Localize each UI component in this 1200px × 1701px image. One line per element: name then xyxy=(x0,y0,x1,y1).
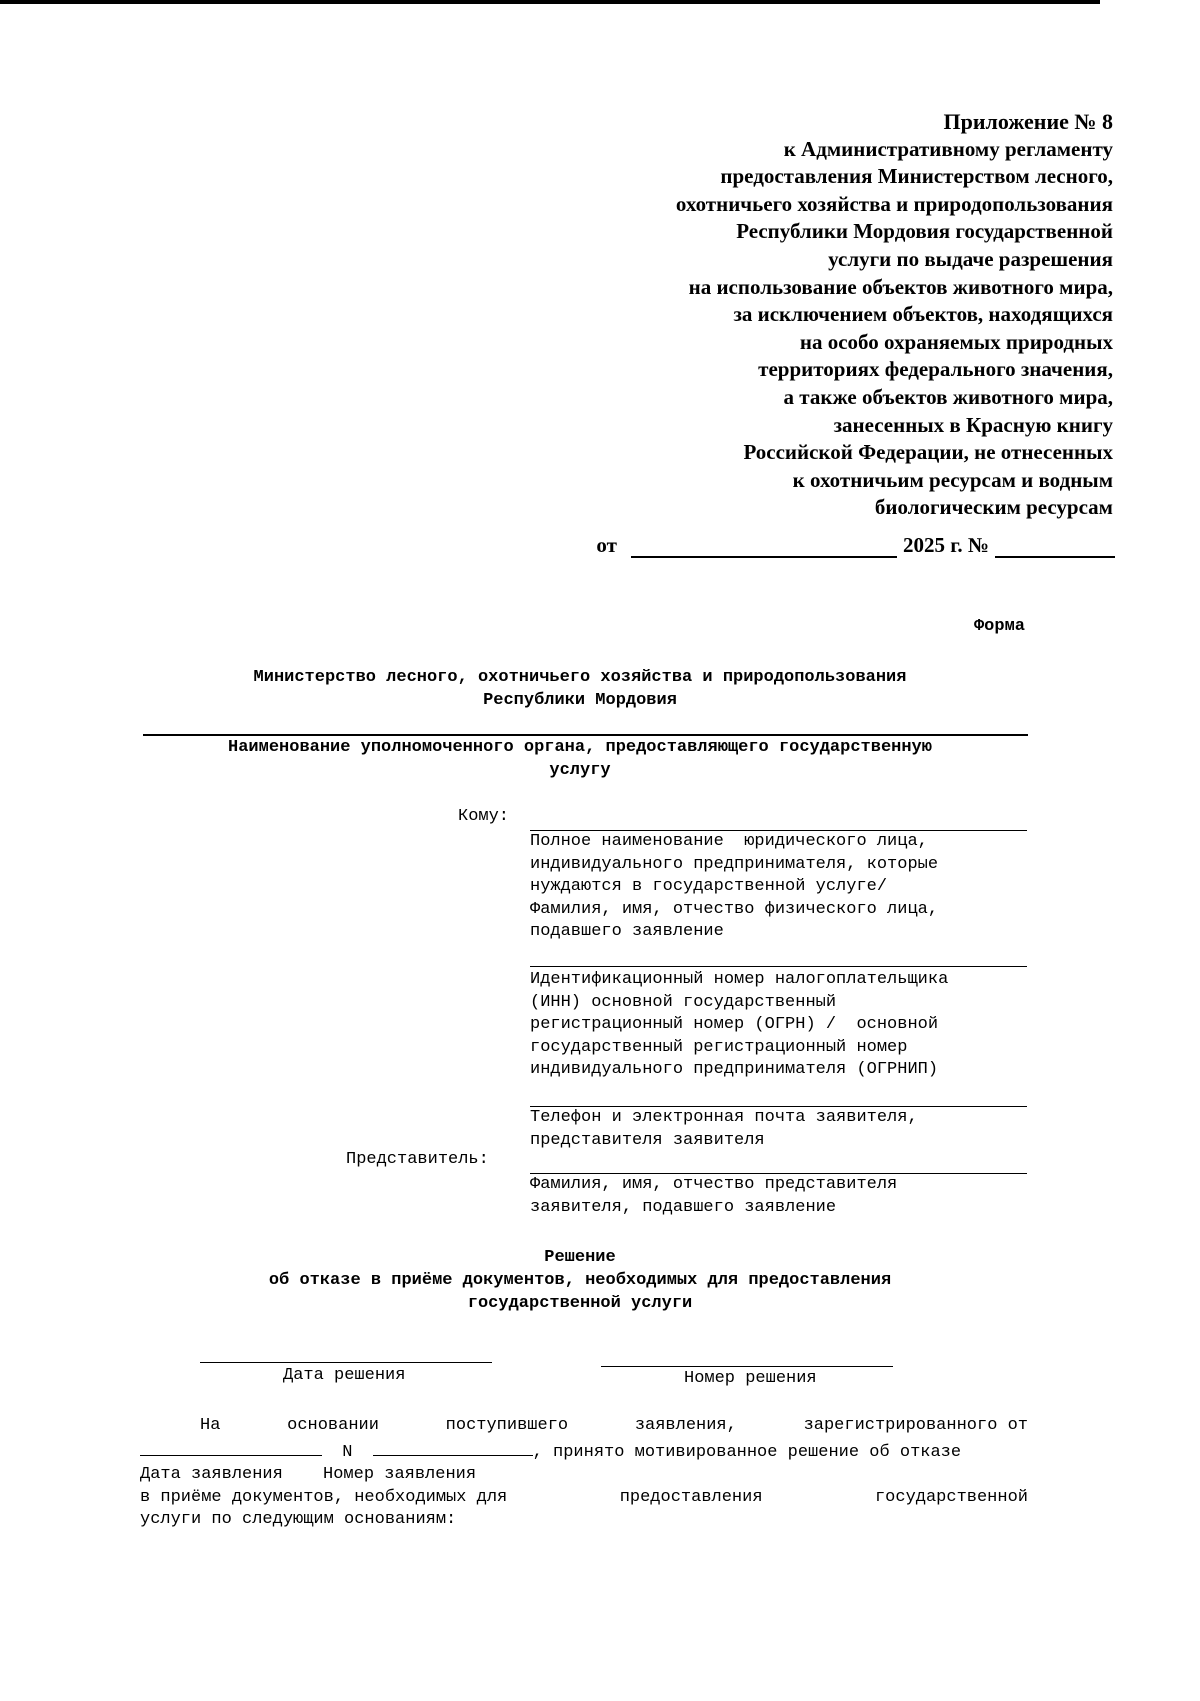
appendix-line: за исключением объектов, находящихся xyxy=(733,302,1113,327)
body-word: государственной xyxy=(874,1487,1028,1507)
representative-caption: Фамилия, имя, отчество представителя заявителя, подавшего заявление xyxy=(530,1175,898,1217)
appendix-line: услуги по выдаче разрешения xyxy=(828,246,1113,271)
appendix-line: к охотничьим ресурсам и водным xyxy=(792,467,1113,492)
appendix-line: биологическим ресурсам xyxy=(874,495,1113,520)
body-line-2-text: , принято мотивированное решение об отказе xyxy=(532,1442,962,1462)
application-date-caption: Дата заявления xyxy=(140,1465,283,1484)
appendix-header xyxy=(553,108,1113,522)
body-word: предоставления xyxy=(619,1487,763,1507)
org-caption-line: Наименование уполномоченного органа, предоставляющего государственную xyxy=(228,738,932,757)
body-word: заявления, xyxy=(634,1416,737,1435)
decision-number-caption: Номер решения xyxy=(684,1369,817,1388)
to-label: Кому: xyxy=(458,807,510,826)
date-year: 2025 г. № xyxy=(902,533,989,557)
decision-title-line: Решение xyxy=(544,1248,616,1267)
body-word: поступившего xyxy=(445,1416,569,1435)
application-date-blank xyxy=(140,1438,322,1456)
application-number-blank xyxy=(373,1438,533,1456)
number-sign: N xyxy=(342,1442,353,1462)
decision-title-line: государственной услуги xyxy=(467,1294,693,1313)
appendix-line: охотничьего хозяйства и природопользования xyxy=(675,191,1113,216)
appendix-line: к Административному регламенту xyxy=(783,136,1113,161)
appendix-line: на особо охраняемых природных xyxy=(799,329,1113,354)
ministry-line: Министерство лесного, охотничьего хозяйства и природопользования xyxy=(253,668,907,687)
body-word: основании xyxy=(287,1416,379,1435)
body-line-3 xyxy=(140,1487,1028,1510)
recipient-name-caption: Полное наименование юридического лица, индивидуального предпринимателя, которые нуждаются в государственной услуге/ Фамилия, имя, отчество физического лица, подавшего заявление xyxy=(530,832,939,942)
application-number-caption: Номер заявления xyxy=(323,1465,477,1484)
body-captions xyxy=(140,1464,1028,1487)
body-line-1 xyxy=(140,1415,1028,1438)
contact-caption: Телефон и электронная почта заявителя, представителя заявителя xyxy=(530,1108,918,1150)
decision-date-line xyxy=(200,1362,492,1363)
ministry-name xyxy=(140,666,1020,712)
inn-line xyxy=(530,966,1027,967)
org-caption xyxy=(140,736,1020,782)
ministry-line: Республики Мордовия xyxy=(483,691,677,710)
decision-title-line: об отказе в приёме документов, необходимых для предоставления xyxy=(268,1271,892,1290)
appendix-line: Республики Мордовия государственной xyxy=(736,219,1113,244)
representative-label: Представитель: xyxy=(346,1150,489,1169)
date-prefix: от xyxy=(596,533,617,557)
org-caption-line: услугу xyxy=(549,761,611,780)
form-label: Форма xyxy=(973,617,1025,636)
decision-date-caption: Дата решения xyxy=(283,1366,406,1385)
decision-title xyxy=(140,1246,1020,1315)
decision-body xyxy=(140,1415,1028,1532)
body-line-2 xyxy=(140,1438,1028,1465)
appendix-line: на использование объектов животного мира, xyxy=(688,274,1113,299)
appendix-line: территориях федерального значения, xyxy=(758,357,1113,382)
body-word: зарегистрированного от xyxy=(803,1416,1028,1435)
inn-caption: Идентификационный номер налогоплательщика (ИНН) основной государственный регистрационный номер (ОГРН) / основной государственный регистрационный номер индивидуального предпринимателя (ОГРНИП) xyxy=(530,970,949,1080)
appendix-line: Российской Федерации, не отнесенных xyxy=(743,440,1113,465)
body-word: На xyxy=(200,1416,221,1435)
appendix-line: а также объектов животного мира, xyxy=(783,384,1113,409)
appendix-date-line xyxy=(555,533,1115,558)
date-blank xyxy=(631,538,897,558)
appendix-title: Приложение № 8 xyxy=(943,109,1113,134)
number-blank xyxy=(995,538,1115,558)
appendix-line: занесенных в Красную книгу xyxy=(833,412,1113,437)
decision-number-line xyxy=(601,1366,893,1367)
body-line-4: услуги по следующим основаниям: xyxy=(140,1510,457,1529)
body-word: в приёме документов, необходимых для xyxy=(140,1487,508,1507)
appendix-line: предоставления Министерством лесного, xyxy=(720,164,1113,189)
